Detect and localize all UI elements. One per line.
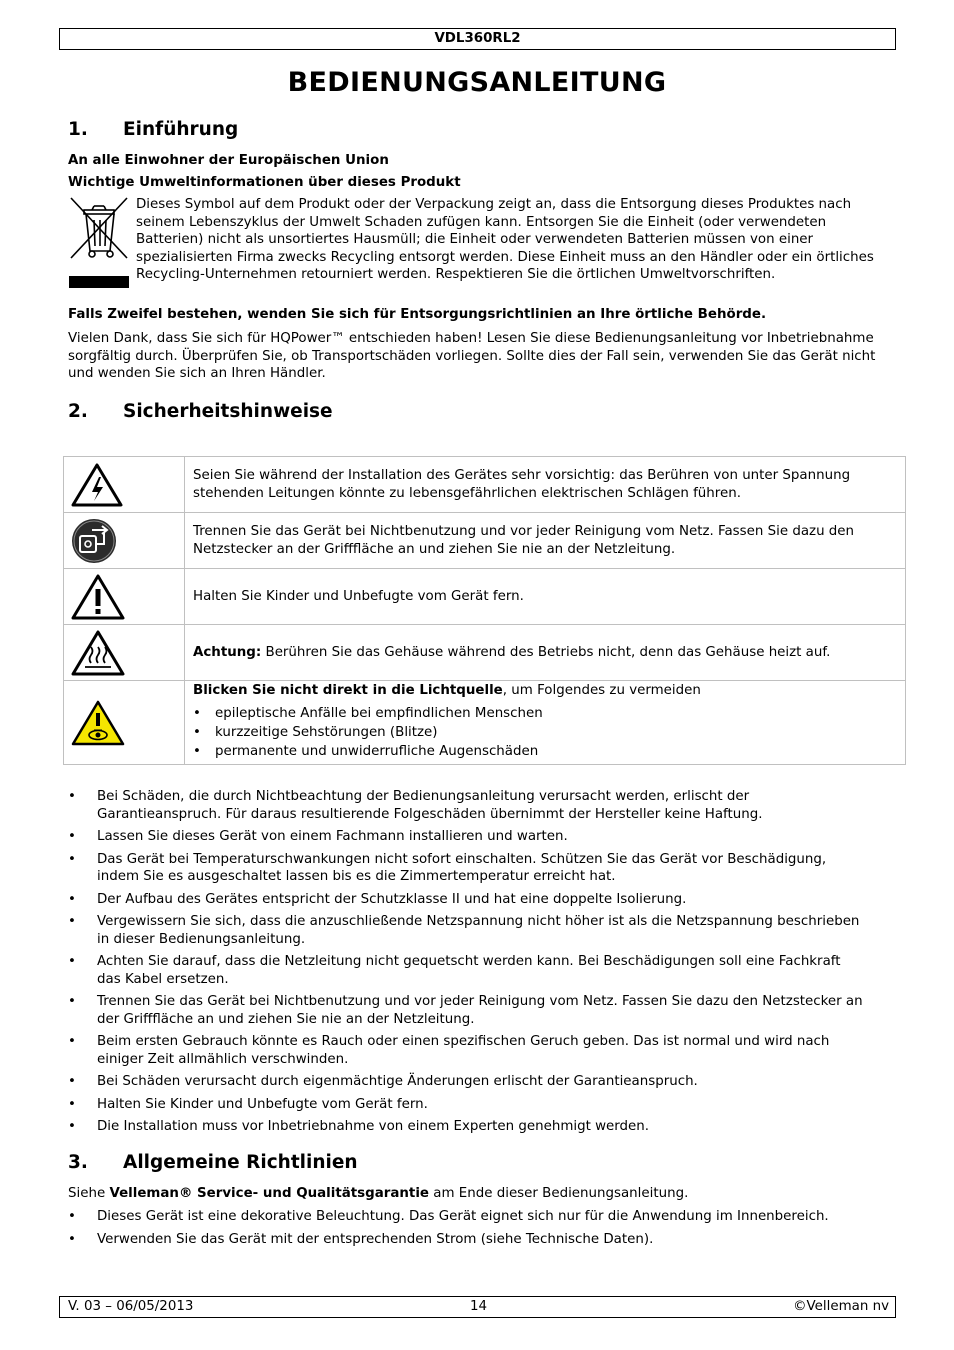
section-1-number: 1. xyxy=(68,119,88,140)
list-item: • Dieses Gerät ist eine dekorative Beleuchtung. Das Gerät eignet sich nur für die Anwendung im Innenbereich. xyxy=(68,1208,868,1226)
light-eye-warning-icon xyxy=(70,699,126,747)
list-item: • kurzzeitige Sehstörungen (Blitze) xyxy=(193,723,895,742)
weee-description: Dieses Symbol auf dem Produkt oder der Verpackung zeigt an, dass die Entsorgung dieses Produktes nach seinem Lebenszyklus der Umwelt Schaden zufügen kann. Entsorgen Sie die Einheit (oder verwendeten Batterien) nicht als unsortiertes Hausmüll; die Einheit oder verwendeten Batterien müssen von einer spezialisierten Firma zwecks Recycling entsorgt werden. Diese Einheit muss an den Händler oder ein örtliches Recycling-Unternehmen retourniert werden. Respektieren Sie die örtlichen Umweltvorschriften. xyxy=(136,197,874,282)
list-item: • Bei Schäden, die durch Nichtbeachtung der Bedienungsanleitung verursacht werden, erlischt der Garantieanspruch. Für daraus resultierende Folgeschäden übernimmt der Hersteller keine Haftung. xyxy=(68,788,868,823)
warranty-pre: Siehe xyxy=(68,1186,110,1201)
safety-text-electric: Seien Sie während der Installation des Gerätes sehr vorsichtig: das Berühren von unter Spannung stehenden Leitungen könnte zu lebensgefährlichen elektrischen Schlägen führen. xyxy=(185,457,906,513)
attention-text: Berühren Sie das Gehäuse während des Betriebs nicht, denn das Gehäuse heizt auf. xyxy=(261,644,831,660)
footer-page-number: 14 xyxy=(470,1299,488,1314)
section-1-title: Einführung xyxy=(123,119,239,140)
hot-surface-warning-icon xyxy=(70,629,126,677)
warranty-title: Velleman® Service- und Qualitätsgarantie xyxy=(109,1186,430,1201)
environment-subheading: Wichtige Umweltinformationen über dieses Produkt xyxy=(68,175,461,190)
safety-text-unplug: Trennen Sie das Gerät bei Nichtbenutzung und vor jeder Reinigung vom Netz. Fassen Sie dazu den Netzstecker an der Grifffläche an und ziehen Sie nie an der Netzleitung. xyxy=(185,513,906,569)
safety-icon-cell xyxy=(64,457,185,513)
warranty-reference xyxy=(68,1185,688,1203)
safety-text-hot xyxy=(185,625,906,681)
section-2-number: 2. xyxy=(68,401,88,422)
list-item: • Das Gerät bei Temperaturschwankungen nicht sofort einschalten. Schützen Sie das Gerät vor Beschädigung, indem Sie es ausgeschaltet lassen bis es die Zimmertemperatur erreicht hat. xyxy=(68,851,868,886)
list-item: • Trennen Sie das Gerät bei Nichtbenutzung und vor jeder Reinigung vom Netz. Fassen Sie dazu den Netzstecker an der Grifffläche an und ziehen Sie nie an der Netzleitung. xyxy=(68,993,868,1028)
safety-text-children: Halten Sie Kinder und Unbefugte vom Gerät fern. xyxy=(185,569,906,625)
general-bullet-list xyxy=(68,1208,868,1253)
footer-copyright: ©Velleman nv xyxy=(793,1299,889,1314)
light-warning-bold: Blicken Sie nicht direkt in die Lichtquelle xyxy=(193,683,503,699)
light-warning-text: , um Folgendes zu vermeiden xyxy=(502,683,701,699)
safety-row-electric xyxy=(64,457,906,513)
safety-row-unplug xyxy=(64,513,906,569)
warranty-post: am Ende dieser Bedienungsanleitung. xyxy=(429,1186,689,1201)
section-1-heading xyxy=(68,118,238,142)
safety-icon-cell xyxy=(64,681,185,765)
general-warning-icon xyxy=(70,573,126,621)
safety-icon-cell xyxy=(64,569,185,625)
page-footer xyxy=(59,1296,896,1318)
section-3-number: 3. xyxy=(68,1152,88,1173)
section-2-heading xyxy=(68,400,333,424)
list-item: • Vergewissern Sie sich, dass die anzuschließende Netzspannung nicht höher ist als die Netzspannung beschrieben in dieser Bedienungsanleitung. xyxy=(68,913,868,948)
list-item: • Halten Sie Kinder und Unbefugte vom Gerät fern. xyxy=(68,1096,868,1114)
list-item: • Achten Sie darauf, dass die Netzleitung nicht gequetscht werden kann. Bei Beschädigungen soll eine Fachkraft das Kabel ersetzen. xyxy=(68,953,868,988)
safety-icon-cell xyxy=(64,513,185,569)
light-warning-line xyxy=(193,682,895,700)
list-item: • Die Installation muss vor Inbetriebnahme von einem Experten genehmigt werden. xyxy=(68,1118,868,1136)
page-header-model: VDL360RL2 xyxy=(59,28,896,50)
thanks-paragraph: Vielen Dank, dass Sie sich für HQPower™ entschieden haben! Lesen Sie diese Bedienungsanleitung vor Inbetriebnahme sorgfältig durch. Überprüfen Sie, ob Transportschäden vorliegen. Sollte dies der Fall sein, verwenden Sie das Gerät nicht und wenden Sie sich an Ihren Händler. xyxy=(68,331,876,381)
section-3-title: Allgemeine Richtlinien xyxy=(123,1152,358,1173)
unplug-mandatory-icon xyxy=(70,518,118,564)
safety-row-light xyxy=(64,681,906,765)
list-item: • Beim ersten Gebrauch könnte es Rauch oder einen spezifischen Geruch geben. Das ist normal und wird nach einiger Zeit allmählich verschwinden. xyxy=(68,1033,868,1068)
list-item: • Verwenden Sie das Gerät mit der entsprechenden Strom (siehe Technische Daten). xyxy=(68,1231,868,1249)
disposal-doubt-note: Falls Zweifel bestehen, wenden Sie sich für Entsorgungsrichtlinien an Ihre örtliche Behörde. xyxy=(68,307,767,322)
list-item: • Der Aufbau des Gerätes entspricht der Schutzklasse II und hat eine doppelte Isolierung. xyxy=(68,891,868,909)
section-2-title: Sicherheitshinweise xyxy=(123,401,333,422)
safety-row-children xyxy=(64,569,906,625)
list-item: • epileptische Anfälle bei empfindlichen Menschen xyxy=(193,704,895,723)
safety-text-light xyxy=(185,681,906,765)
section-3-heading xyxy=(68,1151,358,1175)
safety-table xyxy=(63,456,906,765)
safety-bullet-list xyxy=(68,788,868,1141)
safety-row-hot xyxy=(64,625,906,681)
light-risk-list xyxy=(193,704,895,761)
electric-shock-warning-icon xyxy=(70,462,124,508)
footer-version: V. 03 – 06/05/2013 xyxy=(68,1299,194,1314)
eu-residents-subheading: An alle Einwohner der Europäischen Union xyxy=(68,153,389,168)
list-item: • Lassen Sie dieses Gerät von einem Fachmann installieren und warten. xyxy=(68,828,868,846)
page-title: BEDIENUNGSANLEITUNG xyxy=(287,67,667,98)
attention-label: Achtung: xyxy=(193,644,262,660)
weee-bin-icon xyxy=(68,196,130,292)
list-item: • permanente und unwiderrufliche Augenschäden xyxy=(193,742,895,761)
safety-icon-cell xyxy=(64,625,185,681)
list-item: • Bei Schäden verursacht durch eigenmächtige Änderungen erlischt der Garantieanspruch. xyxy=(68,1073,868,1091)
